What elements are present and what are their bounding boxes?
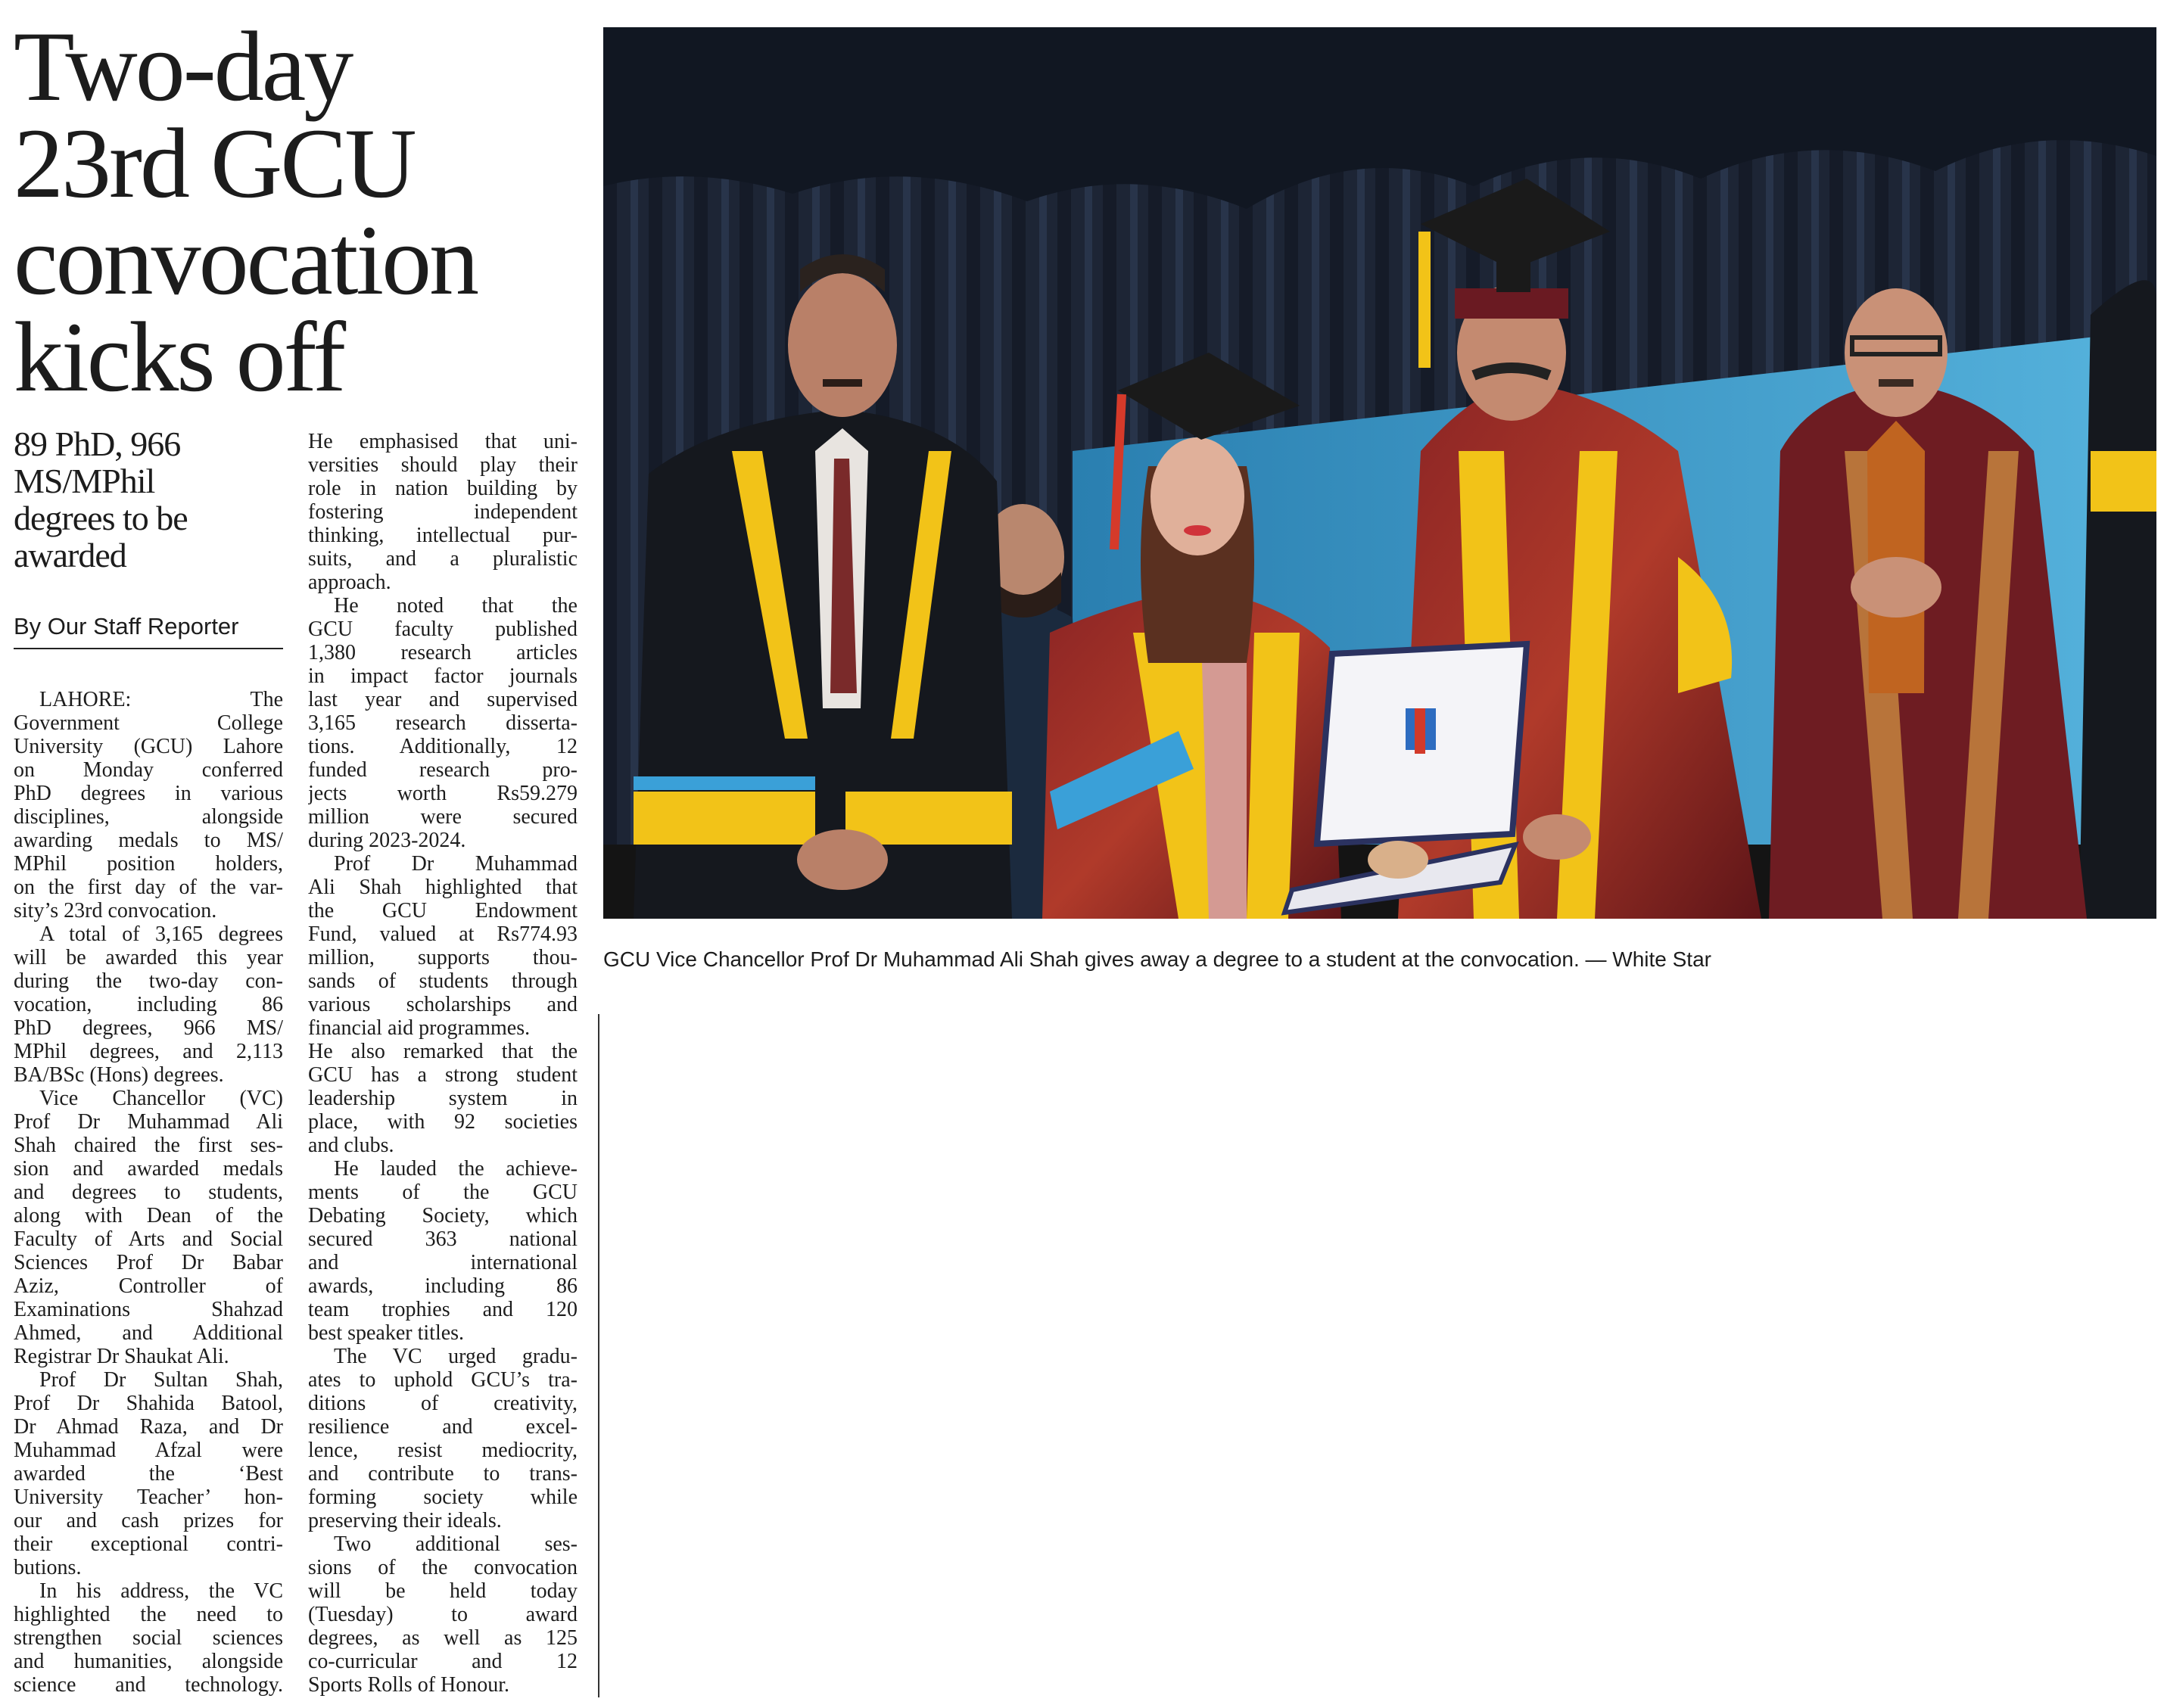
body-text-line: will be held today [308, 1579, 578, 1603]
body-text-line: Debating Society, which [308, 1204, 578, 1227]
body-text-line: during the two-day con- [14, 969, 283, 993]
body-text-line: MPhil degrees, and 2,113 [14, 1040, 283, 1063]
body-text-line: Ali Shah highlighted that [308, 876, 578, 899]
body-text-line: Vice Chancellor (VC) [39, 1087, 283, 1110]
body-text-line: Ahmed, and Additional [14, 1321, 283, 1345]
body-text-line: on Monday conferred [14, 758, 283, 782]
body-text-line: various scholarships and [308, 993, 578, 1016]
paragraph [308, 1532, 578, 1697]
paragraph [14, 1368, 283, 1579]
body-text-line: The VC urged gradu- [334, 1345, 578, 1368]
body-text-line: awarded the ‘Best [14, 1462, 283, 1486]
body-text-line: million, supports thou- [308, 946, 578, 969]
body-text-line: Prof Dr Muhammad Ali [14, 1110, 283, 1134]
paragraph [308, 1157, 578, 1345]
body-text-line: strengthen social sciences [14, 1626, 283, 1650]
body-text-line: versities should play their [308, 453, 578, 477]
body-text-line: and clubs. [308, 1134, 394, 1157]
subhead-line: awarded [14, 536, 126, 574]
body-text-line: PhD degrees in various [14, 782, 283, 805]
body-text-line: Dr Ahmad Raza, and Dr [14, 1415, 283, 1439]
body-text-line: Government College [14, 711, 283, 735]
body-text-line: awards, including 86 [308, 1274, 578, 1298]
body-text-line: (Tuesday) to award [308, 1603, 578, 1626]
subheadline [14, 425, 286, 574]
body-text-line: forming society while [308, 1486, 578, 1509]
body-text-line: last year and supervised [308, 688, 578, 711]
paragraph [308, 430, 578, 594]
column-divider [598, 1014, 599, 1697]
body-text-line: ments of the GCU [308, 1181, 578, 1204]
body-text-line: In his address, the VC [39, 1579, 283, 1603]
body-text-line: on the first day of the var- [14, 876, 283, 899]
body-text-line: LAHORE: The [39, 688, 283, 711]
body-text-line: approach. [308, 571, 391, 594]
body-text-line: He noted that the [334, 594, 578, 618]
body-text-line: sands of students through [308, 969, 578, 993]
body-text-line: resilience and excel- [308, 1415, 578, 1439]
body-text-line: jects worth Rs59.279 [308, 782, 578, 805]
paragraph [308, 594, 578, 852]
body-text-line: lence, resist mediocrity, [308, 1439, 578, 1462]
subhead-line: 89 PhD, 966 [14, 425, 181, 463]
body-text-line: the GCU Endowment [308, 899, 578, 922]
body-text-line: financial aid programmes. [308, 1016, 531, 1040]
byline: By Our Staff Reporter [14, 611, 283, 649]
paragraph [308, 852, 578, 1040]
body-text-line: role in nation building by [308, 477, 578, 500]
body-text-line: preserving their ideals. [308, 1509, 502, 1532]
body-text-line: highlighted the need to [14, 1603, 283, 1626]
body-text-line: sion and awarded medals [14, 1157, 283, 1181]
body-text-line: ditions of creativity, [308, 1392, 578, 1415]
body-text-line: Registrar Dr Shaukat Ali. [14, 1345, 229, 1368]
body-text-line: degrees, as well as 125 [308, 1626, 578, 1650]
body-text-line: butions. [14, 1556, 82, 1579]
body-text-line: disciplines, alongside [14, 805, 283, 829]
body-text-line: He emphasised that uni- [308, 430, 578, 453]
article-column-1 [14, 688, 283, 1697]
body-text-line: Examinations Shahzad [14, 1298, 283, 1321]
body-text-line: their exceptional contri- [14, 1532, 283, 1556]
body-text-line: GCU faculty published [308, 618, 578, 641]
paragraph [14, 1579, 283, 1697]
paragraph [14, 1087, 283, 1368]
body-text-line: Sciences Prof Dr Babar [14, 1251, 283, 1274]
paragraph [308, 1040, 578, 1157]
body-text-line: A total of 3,165 degrees [39, 922, 283, 946]
body-text-line: team trophies and 120 [308, 1298, 578, 1321]
article-column-2 [308, 430, 578, 1697]
body-text-line: Aziz, Controller of [14, 1274, 283, 1298]
photo-caption: GCU Vice Chancellor Prof Dr Muhammad Ali Shah gives away a degree to a student at the convocation. — White Star [603, 947, 1711, 971]
body-text-line: science and technology. [14, 1673, 283, 1697]
body-text-line: leadership system in [308, 1087, 578, 1110]
convocation-photo [603, 27, 2156, 919]
body-text-line: Shah chaired the first ses- [14, 1134, 283, 1157]
body-text-line: Prof Dr Muhammad [334, 852, 578, 876]
headline-line: 23rd GCU [14, 107, 415, 219]
body-text-line: PhD degrees, 966 MS/ [14, 1016, 283, 1040]
body-text-line: Faculty of Arts and Social [14, 1227, 283, 1251]
body-text-line: along with Dean of the [14, 1204, 283, 1227]
body-text-line: million were secured [308, 805, 578, 829]
paragraph [14, 922, 283, 1087]
body-text-line: and contribute to trans- [308, 1462, 578, 1486]
body-text-line: Sports Rolls of Honour. [308, 1673, 510, 1697]
body-text-line: sity’s 23rd convocation. [14, 899, 217, 922]
body-text-line: awarding medals to MS/ [14, 829, 283, 852]
body-text-line: suits, and a pluralistic [308, 547, 578, 571]
body-text-line: tions. Additionally, 12 [308, 735, 578, 758]
paragraph [308, 1345, 578, 1532]
body-text-line: 3,165 research disserta- [308, 711, 578, 735]
body-text-line: Prof Dr Shahida Batool, [14, 1392, 283, 1415]
body-text-line: GCU has a strong student [308, 1063, 578, 1087]
body-text-line: will be awarded this year [14, 946, 283, 969]
body-text-line: Fund, valued at Rs774.93 [308, 922, 578, 946]
body-text-line: during 2023-2024. [308, 829, 466, 852]
body-text-line: thinking, intellectual pur- [308, 524, 578, 547]
headline [14, 11, 589, 412]
body-text-line: He lauded the achieve- [334, 1157, 578, 1181]
body-text-line: ates to uphold GCU’s tra- [308, 1368, 578, 1392]
body-text-line: funded research pro- [308, 758, 578, 782]
body-text-line: Prof Dr Sultan Shah, [39, 1368, 283, 1392]
body-text-line: 1,380 research articles [308, 641, 578, 664]
body-text-line: co-curricular and 12 [308, 1650, 578, 1673]
person-far-right [2079, 280, 2156, 919]
subhead-line: MS/MPhil [14, 462, 155, 500]
body-text-line: and international [308, 1251, 578, 1274]
body-text-line: Two additional ses- [334, 1532, 578, 1556]
body-text-line: BA/BSc (Hons) degrees. [14, 1063, 224, 1087]
body-text-line: and degrees to students, [14, 1181, 283, 1204]
headline-line: kicks off [14, 301, 344, 412]
body-text-line: secured 363 national [308, 1227, 578, 1251]
body-text-line: our and cash prizes for [14, 1509, 283, 1532]
body-text-line: best speaker titles. [308, 1321, 465, 1345]
body-text-line: Muhammad Afzal were [14, 1439, 283, 1462]
body-text-line: and humanities, alongside [14, 1650, 283, 1673]
body-text-line: vocation, including 86 [14, 993, 283, 1016]
body-text-line: He also remarked that the [308, 1040, 578, 1063]
body-text-line: University Teacher’ hon- [14, 1486, 283, 1509]
photo-illustration [603, 27, 2156, 919]
headline-line: convocation [14, 204, 478, 316]
body-text-line: sions of the convocation [308, 1556, 578, 1579]
body-text-line: in impact factor journals [308, 664, 578, 688]
body-text-line: MPhil position holders, [14, 852, 283, 876]
body-text-line: fostering independent [308, 500, 578, 524]
body-text-line: University (GCU) Lahore [14, 735, 283, 758]
paragraph [14, 688, 283, 922]
body-text-line: place, with 92 societies [308, 1110, 578, 1134]
headline-line: Two-day [14, 11, 352, 122]
subhead-line: degrees to be [14, 499, 188, 537]
